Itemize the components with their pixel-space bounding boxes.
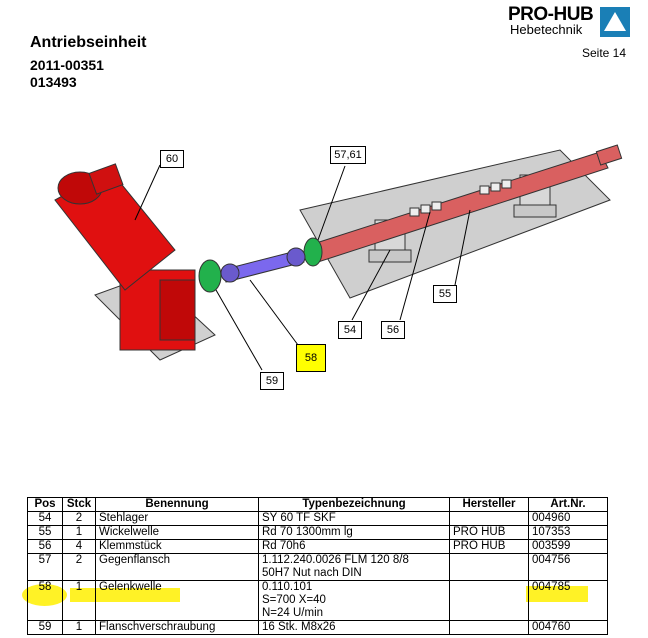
logo-sub-text: Hebetechnik [510, 22, 583, 37]
cell-benennung: Gegenflansch [96, 554, 259, 581]
table-row [28, 540, 608, 554]
header-stck: Stck [63, 498, 96, 512]
cell-typ [259, 581, 450, 621]
cell-stck: 2 [63, 554, 96, 581]
cell-typ: Rd 70 1300mm lg [259, 526, 450, 540]
page-number: Seite 14 [582, 46, 627, 60]
cell-pos: 59 [28, 621, 63, 635]
parts-table [27, 497, 608, 635]
typ-line-1: 1.112.240.0026 FLM 120 8/8 [262, 554, 409, 566]
counter-flange-left [199, 260, 221, 292]
callout-55: 55 [433, 285, 457, 303]
callout-54: 54 [338, 321, 362, 339]
cell-pos: 54 [28, 512, 63, 526]
cell-typ: SY 60 TF SKF [259, 512, 450, 526]
cell-benennung: Wickelwelle [96, 526, 259, 540]
table-row [28, 581, 608, 621]
cell-benennung: Gelenkwelle [96, 581, 259, 621]
cell-hersteller [450, 512, 529, 526]
cell-hersteller [450, 581, 529, 621]
cell-benennung: Stehlager [96, 512, 259, 526]
header-typ: Typenbezeichnung [259, 498, 450, 512]
cell-hersteller: PRO HUB [450, 540, 529, 554]
cell-artnr: 004960 [529, 512, 608, 526]
cell-typ: Rd 70h6 [259, 540, 450, 554]
logo-triangle-icon [600, 7, 630, 37]
cell-pos: 56 [28, 540, 63, 554]
company-logo [508, 6, 632, 38]
cell-artnr: 107353 [529, 526, 608, 540]
cell-hersteller: PRO HUB [450, 526, 529, 540]
typ-line-1: 0.110.101 [262, 581, 313, 593]
cell-benennung: Klemmstück [96, 540, 259, 554]
typ-line-2: S=700 X=40 [262, 594, 326, 606]
table-row [28, 621, 608, 635]
cell-stck: 1 [63, 621, 96, 635]
document-number: 2011-00351 [30, 57, 104, 73]
cell-benennung: Flanschverschraubung [96, 621, 259, 635]
header-pos: Pos [28, 498, 63, 512]
shaft-end [596, 145, 621, 165]
cell-typ: 16 Stk. M8x26 [259, 621, 450, 635]
typ-line-3: N=24 U/min [262, 607, 324, 619]
typ-line-2: 50H7 Nut nach DIN [262, 567, 362, 579]
header-hersteller: Hersteller [450, 498, 529, 512]
cell-pos: 55 [28, 526, 63, 540]
callout-59: 59 [260, 372, 284, 390]
counter-flange-right [304, 238, 322, 266]
table-header-row [28, 498, 608, 512]
header-artnr: Art.Nr. [529, 498, 608, 512]
table-row [28, 512, 608, 526]
cell-stck: 1 [63, 526, 96, 540]
cell-stck: 4 [63, 540, 96, 554]
page-title: Antriebseinheit [30, 34, 147, 51]
callout-56: 56 [381, 321, 405, 339]
cell-stck: 1 [63, 581, 96, 621]
callout-60: 60 [160, 150, 184, 168]
cell-artnr: 004785 [529, 581, 608, 621]
header-benennung: Benennung [96, 498, 259, 512]
callout-58: 58 [296, 344, 326, 372]
cell-artnr: 003599 [529, 540, 608, 554]
cell-artnr: 004756 [529, 554, 608, 581]
callout-57-61: 57,61 [330, 146, 366, 164]
cell-hersteller [450, 554, 529, 581]
cell-pos: 58 [28, 581, 63, 621]
cell-artnr: 004760 [529, 621, 608, 635]
table-row [28, 526, 608, 540]
table-row [28, 554, 608, 581]
order-number: 013493 [30, 74, 77, 90]
cell-stck: 2 [63, 512, 96, 526]
cell-typ [259, 554, 450, 581]
logo-main-text: PRO-HUB [508, 4, 594, 25]
cell-pos: 57 [28, 554, 63, 581]
cell-hersteller [450, 621, 529, 635]
